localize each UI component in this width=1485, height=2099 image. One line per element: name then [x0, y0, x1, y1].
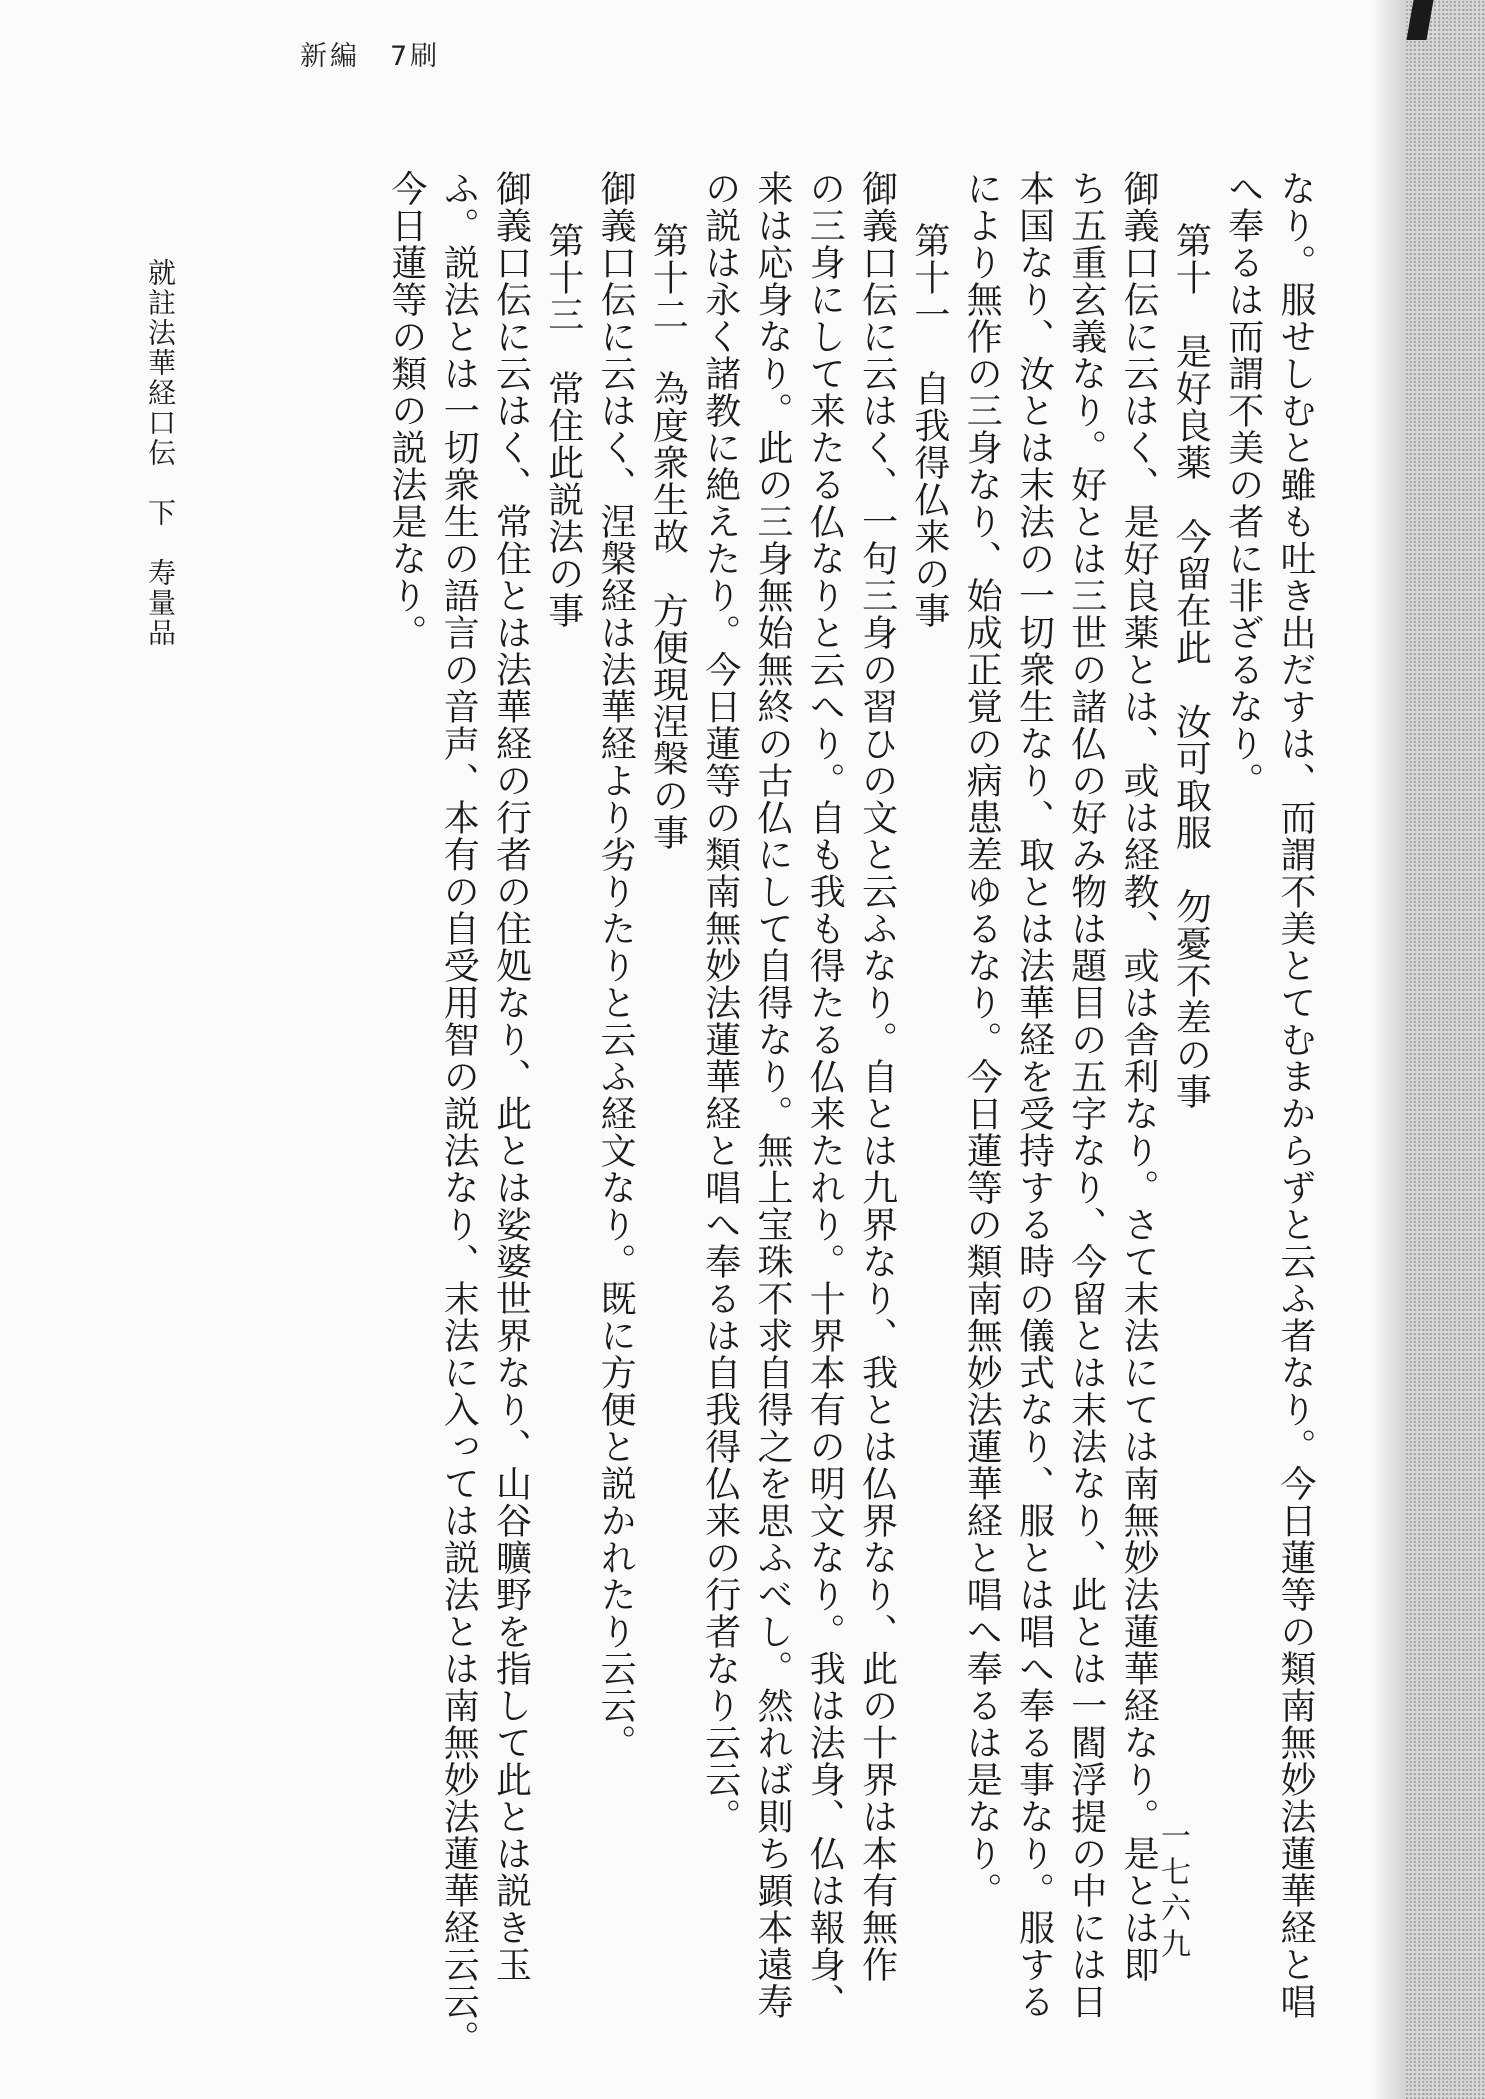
- text-column: の三身にして来たる仏なりと云へり。自も我も得たる仏来たれり。十界本有の明文なり。我は法身、仏は報身、: [804, 170, 846, 2020]
- text-column: 来は応身なり。此の三身無始無終の古仏にして自得なり。無上宝珠不求自得之を思ふべし。然れば則ち顕本遠寿: [752, 170, 793, 2020]
- text-column: へ奉るは而謂不美の者に非ざるなり。: [1222, 170, 1264, 799]
- edition-mark: 新編 7刷: [300, 41, 441, 72]
- text-column: ち五重玄義なり。好とは三世の諸仏の好み物は題目の五字なり、今留とは末法なり、此とは一閻浮提の中には日: [1065, 170, 1107, 2020]
- text-column: 第十二 為度衆生故 方便現涅槃の事: [647, 222, 689, 851]
- text-column: 御義口伝に云はく、是好良薬とは、或は経教、或は舎利なり。さて末法にては南無妙法蓮華経なり。是とは即: [1118, 170, 1160, 1983]
- text-column: 第十 是好良薬 今留在此 汝可取服 勿憂不差の事: [1170, 222, 1212, 1110]
- text-column: の説は永く諸教に絶えたり。今日蓮等の類南無妙法蓮華経と唱へ奉るは自我得仏来の行者なり云云。: [699, 170, 741, 1835]
- text-column: 御義口伝に云はく、常住とは法華経の行者の住処なり、此とは娑婆世界なり、山谷曠野を指して此とは説き玉: [490, 170, 532, 1983]
- page-number: 一七六九: [1155, 1820, 1190, 1964]
- running-title: 就註法華経口伝 下 寿量品: [144, 258, 177, 648]
- text-column: ふ。説法とは一切衆生の語言の音声、本有の自受用智の説法なり、末法に入っては説法とは南無妙法蓮華経云云。: [438, 170, 480, 2057]
- text-column: 第十三 常住此説法の事: [542, 222, 584, 629]
- text-column: 本国なり、汝とは末法の一切衆生なり、取とは法華経を受持する時の儀式なり、服とは唱へ奉る事なり。服する: [1013, 170, 1055, 2020]
- text-column: 今日蓮等の類の説法是なり。: [385, 170, 427, 651]
- text-column: なり。服せしむと雖も吐き出だすは、而謂不美とてむまからずと云ふ者なり。今日蓮等の類南無妙法蓮華経と唱: [1275, 170, 1316, 2020]
- scan-edge-shadow: [1405, 0, 1485, 2099]
- text-column: 御義口伝に云はく、涅槃経は法華経より劣りたりと云ふ経文なり。既に方便と説かれたり云云。: [595, 170, 637, 1761]
- text-column: 第十一 自我得仏来の事: [908, 222, 950, 629]
- text-column: 御義口伝に云はく、一句三身の習ひの文と云ふなり。自とは九界なり、我とは仏界なり、此の十界は本有無作: [856, 170, 898, 1983]
- text-column: により無作の三身なり、始成正覚の病患差ゆるなり。今日蓮等の類南無妙法蓮華経と唱へ奉るは是なり。: [961, 170, 1003, 1909]
